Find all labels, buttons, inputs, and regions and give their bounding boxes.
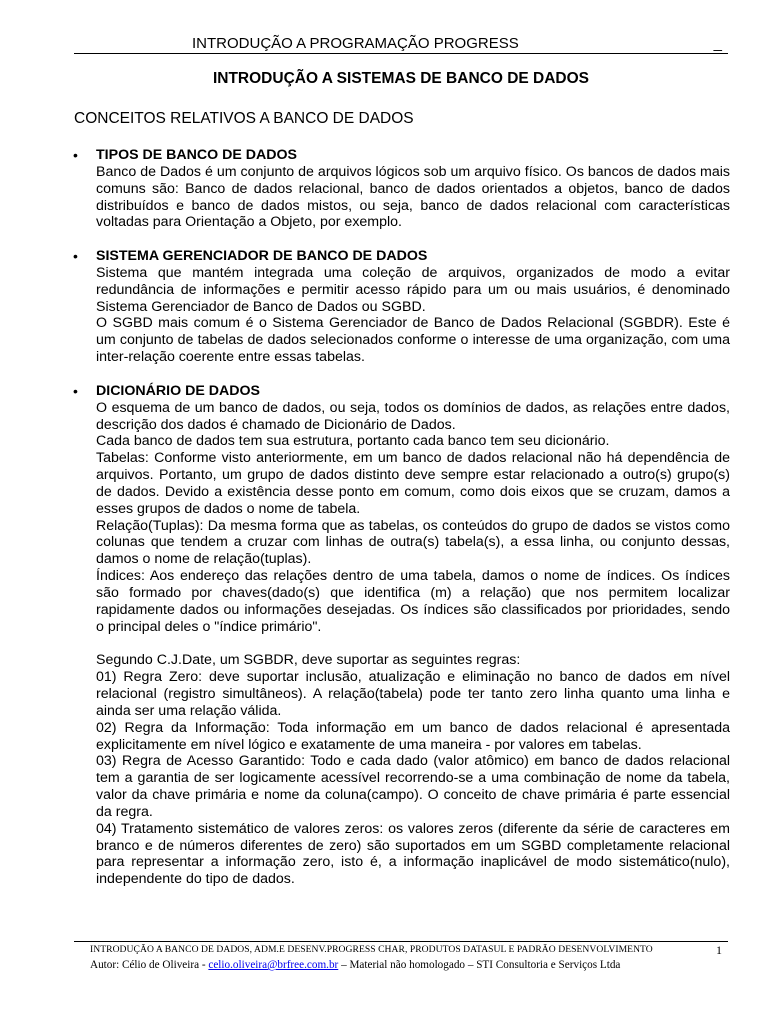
author-email-link[interactable]: celio.oliveira@brfree.com.br [208,959,339,971]
footer-author-suffix: – Material não homologado – STI Consultoria e Serviços Ltda [338,959,621,971]
header-underscore: _ [713,35,722,52]
item-paragraph: O SGBD mais comum é o Sistema Gerenciador de Banco de Dados Relacional (SGBDR). Este é um conjunto de tabelas de dados selecionados conforme o interesse de uma organização, com uma inter-relação coerente entre essas tabelas. [96,315,730,366]
section-title: CONCEITOS RELATIVOS A BANCO DE DADOS [74,110,414,127]
item-heading: DICIONÁRIO DE DADOS [96,382,260,399]
page-number: 1 [716,943,722,957]
footer-author-prefix: Autor: Célio de Oliveira - [90,959,209,971]
paragraph-tabelas: Tabelas: Conforme visto anteriormente, em um banco de dados relacional não há dependência de arquivos. Portanto, um grupo de dados distinto deve sempre estar relacionado a outro(s) grupo(s) de dados. Devido a existência desse ponto em comum, como dois eixos que se cruzam, damos a esses grupos de dados o nome de tabela. [96,450,730,517]
paragraph-date-intro: Segundo C.J.Date, um SGBDR, deve suportar as seguintes regras: [96,652,521,669]
paragraph-regra-zeros: 04) Tratamento sistemático de valores zeros: os valores zeros (diferente da série de caracteres em branco e de números diferentes de zero) são suportados em um SGBD completamente relacional para representar a informação zero, isto é, a informação inaplicável de modo sistemático(nulo), independente do tipo de dados. [96,820,730,888]
footer-author-line [90,958,620,972]
bullet-icon: • [73,248,78,265]
list-item-tipos [73,147,730,231]
list-item-dicionario [73,382,730,888]
footer-course-line: INTRODUÇÃO A BANCO DE DADOS, ADM.E DESENV.PROGRESS CHAR, PRODUTOS DATASUL E PADRÃO DESENVOLVIMENTO [90,944,653,955]
bullet-icon: • [73,147,78,163]
paragraph-regra-acesso: 03) Regra de Acesso Garantido: Todo e cada dado (valor atômico) em banco de dados relacional tem a garantia de ser logicamente acessível recorrendo-se a uma combinação de nome da tabela, valor da chave primária e nome da coluna(campo). O conceito de chave primária é parte essencial da regra. [96,753,730,820]
spacer [96,635,730,652]
list-item-sgbd [73,248,730,366]
item-heading: TIPOS DE BANCO DE DADOS [96,147,298,163]
paragraph-indices: Índices: Aos endereço das relações dentro de uma tabela, damos o nome de índices. Os índices são formado por chaves(dado(s) que identifica (m) a relação) que nos permitem localizar rapidamente dados ou informações desejadas. Os índices são classificados por prioridades, sendo o principal deles o "índice primário". [96,568,730,635]
paragraph-regra-zero: 01) Regra Zero: deve suportar inclusão, atualização e eliminação no banco de dados em nível relacional (registro simultâneos). A relação(tabela) pode ter tanto zero linha quanto uma linha e ainda ser uma relação válida. [96,669,730,719]
bullet-icon: • [73,382,78,399]
paragraph-esquema: O esquema de um banco de dados, ou seja, todos os domínios de dados, as relações entre dados, descrição dos dados é chamado de Dicionário de Dados. [96,399,730,433]
paragraph-relacao: Relação(Tuplas): Da mesma forma que as tabelas, os conteúdos do grupo de dados se vistos como colunas que tendem a cruzar com linhas de outra(s) tabela(s), a essa linha, ou conjunto dessas, damos o nome de relação(tuplas). [96,517,730,568]
document-title: INTRODUÇÃO A SISTEMAS DE BANCO DE DADOS [212,70,590,87]
paragraph-estrutura: Cada banco de dados tem sua estrutura, portanto cada banco tem seu dicionário. [96,433,610,450]
item-heading: SISTEMA GERENCIADOR DE BANCO DE DADOS [96,248,428,265]
item-paragraph: Sistema que mantém integrada uma coleção de arquivos, organizados de modo a evitar redundância de informações e permitir acesso rápido para um ou mais usuários, é denominado Sistema Gerenciador de Banco de Dados ou SGBD. [96,264,730,315]
page-header [74,35,728,54]
header-title: INTRODUÇÃO A PROGRAMAÇÃO PROGRESS [192,35,519,52]
document-body [73,147,730,905]
footer-divider [74,941,728,942]
item-paragraph: Banco de Dados é um conjunto de arquivos lógicos sob um arquivo físico. Os bancos de dados mais comuns são: Banco de dados relacional, banco de dados orientados a objetos, banco de dados distribuídos e banco de dados mistos, ou seja, banco de dados relacional com características voltadas para Orientação a Objeto, por exemplo. [96,163,730,231]
paragraph-regra-informacao: 02) Regra da Informação: Toda informação em um banco de dados relacional é apresentada explicitamente em nível lógico e exatamente de uma maneira - por valores em tabelas. [96,719,730,753]
